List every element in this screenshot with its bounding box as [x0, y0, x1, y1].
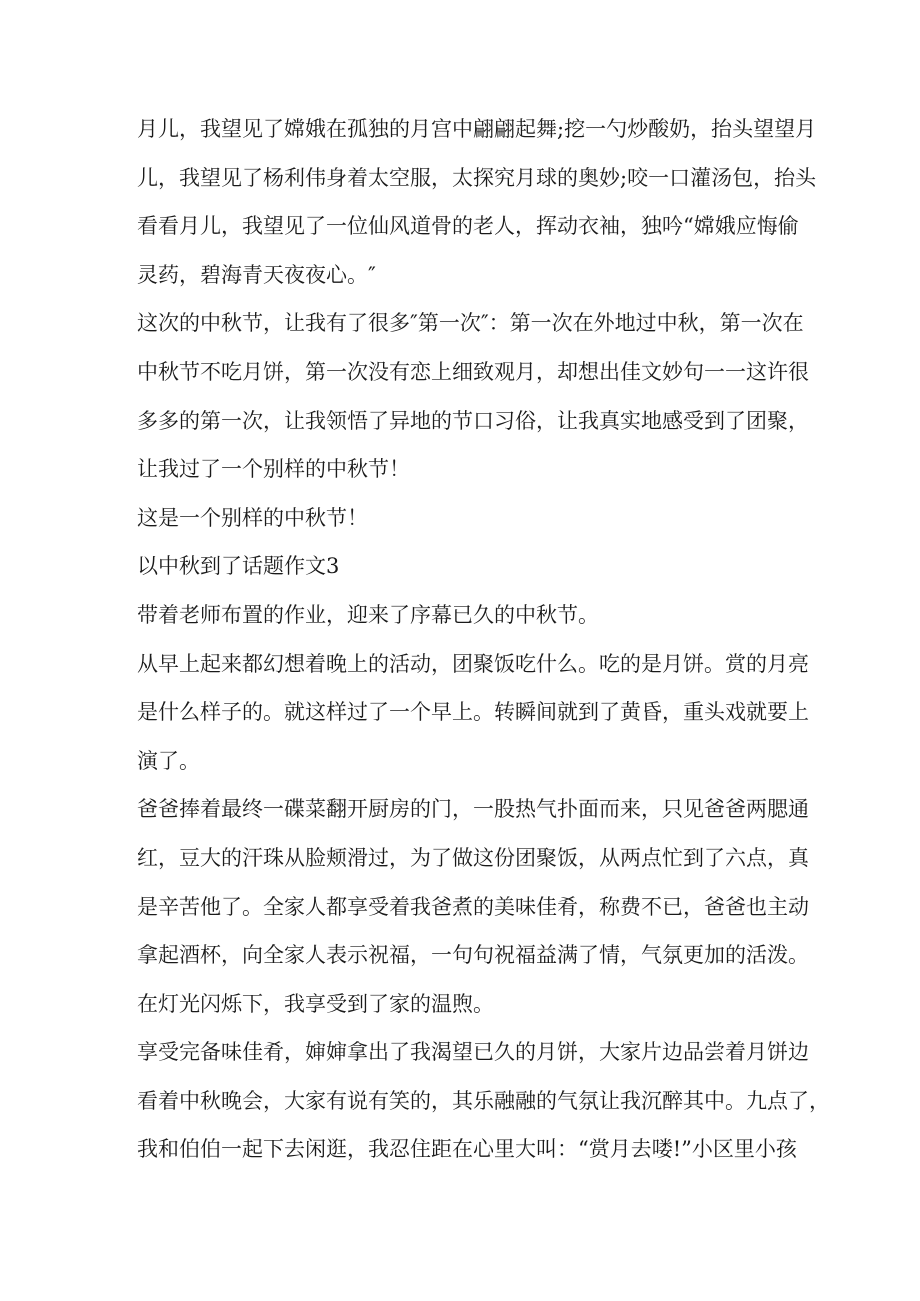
text-line: 看看月儿，我望见了一位仙风道骨的老人，挥动衣袖，独吟“嫦娥应悔偷	[137, 214, 799, 239]
text-line: 中秋节不吃月饼，第一次没有恋上细致观月，却想出佳文妙句一一这许很	[137, 359, 809, 384]
text-line: 看着中秋晚会，大家有说有笑的，其乐融融的气氛让我沉醉其中。九点了，	[137, 1088, 830, 1113]
text-line: 在灯光闪烁下，我享受到了家的温煦。	[137, 991, 494, 1016]
text-line: 是什么样子的。就这样过了一个早上。转瞬间就到了黄昏，重头戏就要上	[137, 700, 809, 725]
text-line: 享受完备味佳肴，婶婶拿出了我渴望已久的月饼，大家片边品尝着月饼边	[137, 1040, 809, 1065]
text-line: 多多的第一次，让我领悟了异地的节口习俗，让我真实地感受到了团聚，	[137, 408, 809, 433]
text-line: 我和伯伯一起下去闲逛，我忍住距在心里大叫：“赏月去喽!”小区里小孩	[137, 1137, 797, 1162]
text-line: 演了。	[137, 748, 200, 773]
text-line: 这是一个别样的中秋节！	[137, 505, 368, 530]
text-line: 红，豆大的汗珠从脸颊滑过，为了做这份团聚饭，从两点忙到了六点，真	[137, 845, 809, 870]
text-line: 儿，我望见了杨利伟身着太空服，太探究月球的奥妙;咬一口灌汤包，抬头	[137, 165, 817, 190]
text-line: 拿起酒杯，向全家人表示祝福，一句句祝福益满了情，气氛更加的活泼。	[137, 943, 809, 968]
section-heading: 以中秋到了话题作文3	[137, 554, 340, 579]
essay-body	[137, 105, 830, 1174]
text-line: 月儿，我望见了嫦娥在孤独的月宫中翩翩起舞;挖一勺炒酸奶，抬头望望月	[137, 117, 817, 141]
text-line: 是辛苦他了。全家人都享受着我爸煮的美味佳肴，称费不已，爸爸也主动	[137, 894, 809, 919]
text-line: 从早上起来都幻想着晚上的活动，团聚饭吃什么。吃的是月饼。赏的月亮	[137, 651, 809, 676]
text-line: 让我过了一个别样的中秋节！	[137, 457, 410, 482]
text-line: 灵药，碧海青天夜夜心。″	[137, 262, 376, 287]
text-line: 这次的中秋节，让我有了很多″第一次″：第一次在外地过中秋，第一次在	[137, 311, 804, 336]
text-line: 爸爸捧着最终一碟菜翻开厨房的门，一股热气扑面而来，只见爸爸两腮通	[137, 797, 809, 822]
text-line: 带着老师布置的作业，迎来了序幕已久的中秋节。	[137, 602, 599, 627]
